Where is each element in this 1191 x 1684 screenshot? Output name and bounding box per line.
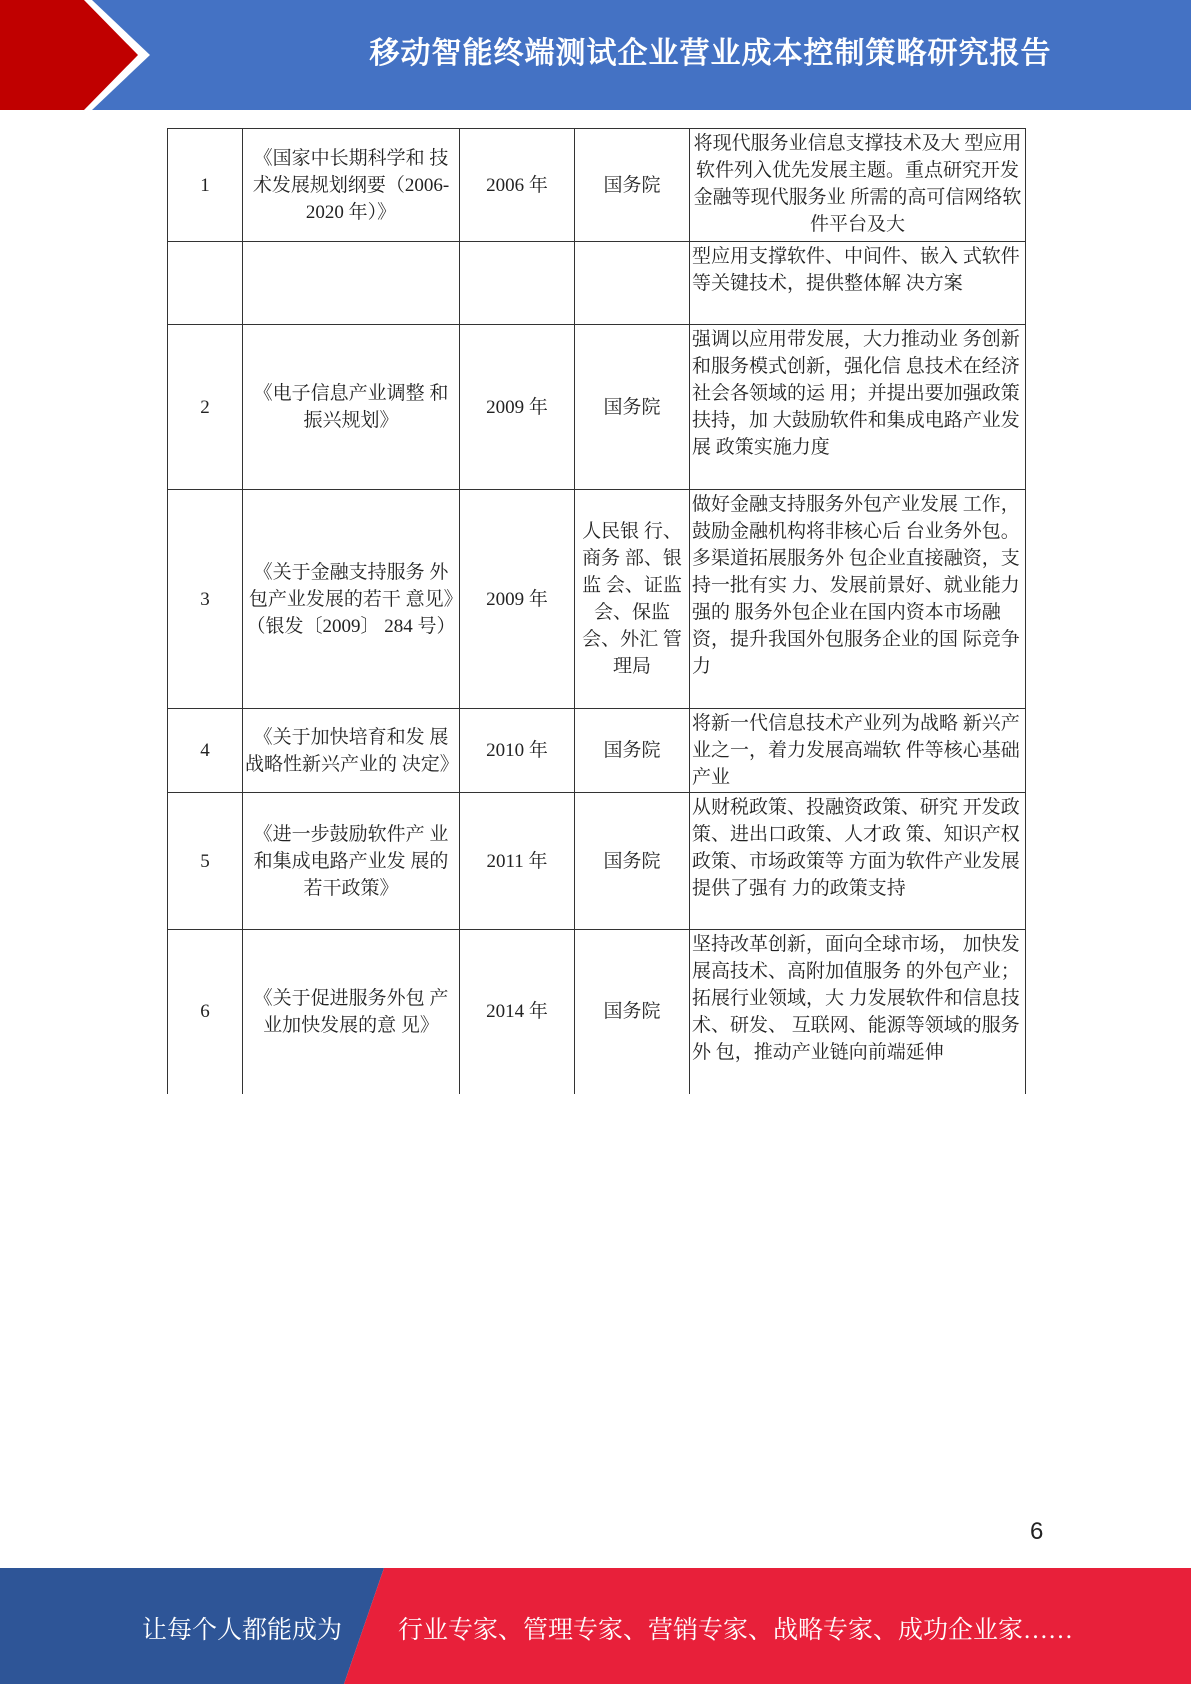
page-footer bbox=[0, 1568, 1191, 1684]
policy-year bbox=[460, 242, 575, 325]
policy-issuer: 国务院 bbox=[575, 793, 690, 930]
table-row bbox=[168, 930, 1026, 1094]
policy-issuer: 国务院 bbox=[575, 129, 690, 242]
row-number: 3 bbox=[168, 490, 243, 709]
row-number: 5 bbox=[168, 793, 243, 930]
table-row bbox=[168, 129, 1026, 242]
table-row bbox=[168, 490, 1026, 709]
policy-name: 《关于促进服务外包 产业加快发展的意 见》 bbox=[243, 930, 460, 1094]
row-number: 4 bbox=[168, 709, 243, 793]
table-row bbox=[168, 793, 1026, 930]
table-row bbox=[168, 325, 1026, 490]
policy-issuer: 国务院 bbox=[575, 930, 690, 1094]
row-number bbox=[168, 242, 243, 325]
document-title: 移动智能终端测试企业营业成本控制策略研究报告 bbox=[369, 36, 1052, 71]
chevron-arrow-icon bbox=[0, 0, 160, 110]
row-number: 1 bbox=[168, 129, 243, 242]
page-number: 6 bbox=[1030, 1518, 1044, 1545]
footer-slogan-right: 行业专家、管理专家、营销专家、战略专家、成功企业家…… bbox=[398, 1617, 1074, 1644]
policy-year: 2010 年 bbox=[460, 709, 575, 793]
policy-year: 2006 年 bbox=[460, 129, 575, 242]
policy-description: 坚持改革创新，面向全球市场， 加快发展高技术、高附加值服务 的外包产业；拓展行业领域，大 力发展软件和信息技术、研发、 互联网、能源等领域的服务外 包，推动产业链向前端延伸 bbox=[690, 930, 1026, 1094]
policy-issuer: 国务院 bbox=[575, 325, 690, 490]
policy-name: 《国家中长期科学和 技术发展规划纲要（2006-2020 年）》 bbox=[243, 129, 460, 242]
table-row bbox=[168, 709, 1026, 793]
policy-name: 《关于加快培育和发 展战略性新兴产业的 决定》 bbox=[243, 709, 460, 793]
policy-description: 从财税政策、投融资政策、研究 开发政策、进出口政策、人才政 策、知识产权政策、市场政策等 方面为软件产业发展提供了强有 力的政策支持 bbox=[690, 793, 1026, 930]
policy-year: 2009 年 bbox=[460, 325, 575, 490]
page-header bbox=[0, 0, 1191, 110]
policy-name: 《进一步鼓励软件产 业和集成电路产业发 展的若干政策》 bbox=[243, 793, 460, 930]
policy-issuer: 国务院 bbox=[575, 709, 690, 793]
table-row bbox=[168, 242, 1026, 325]
policy-description: 强调以应用带发展，大力推动业 务创新和服务模式创新，强化信 息技术在经济社会各领域的运 用；并提出要加强政策扶持，加 大鼓励软件和集成电路产业发展 政策实施力度 bbox=[690, 325, 1026, 490]
policy-year: 2009 年 bbox=[460, 490, 575, 709]
policy-name bbox=[243, 242, 460, 325]
policy-issuer bbox=[575, 242, 690, 325]
policy-name: 《电子信息产业调整 和振兴规划》 bbox=[243, 325, 460, 490]
policy-description: 将现代服务业信息支撑技术及大 型应用软件列入优先发展主题。重点研究开发金融等现代服务业 所需的高可信网络软件平台及大 bbox=[690, 129, 1026, 242]
policy-description: 将新一代信息技术产业列为战略 新兴产业之一，着力发展高端软 件等核心基础产业 bbox=[690, 709, 1026, 793]
policy-year: 2014 年 bbox=[460, 930, 575, 1094]
policy-year: 2011 年 bbox=[460, 793, 575, 930]
policy-issuer: 人民银 行、商务 部、银监 会、证监 会、保监 会、外汇 管理局 bbox=[575, 490, 690, 709]
policy-description: 做好金融支持服务外包产业发展 工作，鼓励金融机构将非核心后 台业务外包。多渠道拓展服务外 包企业直接融资，支持一批有实 力、发展前景好、就业能力强的 服务外包企业在国内资本市场融 资，提升我国外包服务企业的国 际竞争力 bbox=[690, 490, 1026, 709]
policy-table bbox=[167, 128, 1026, 1094]
row-number: 6 bbox=[168, 930, 243, 1094]
policy-description: 型应用支撑软件、中间件、嵌入 式软件等关键技术，提供整体解 决方案 bbox=[690, 242, 1026, 325]
footer-slogan-left: 让每个人都能成为 bbox=[142, 1617, 343, 1644]
policy-name: 《关于金融支持服务 外包产业发展的若干 意见》（银发〔2009〕 284 号） bbox=[243, 490, 460, 709]
row-number: 2 bbox=[168, 325, 243, 490]
